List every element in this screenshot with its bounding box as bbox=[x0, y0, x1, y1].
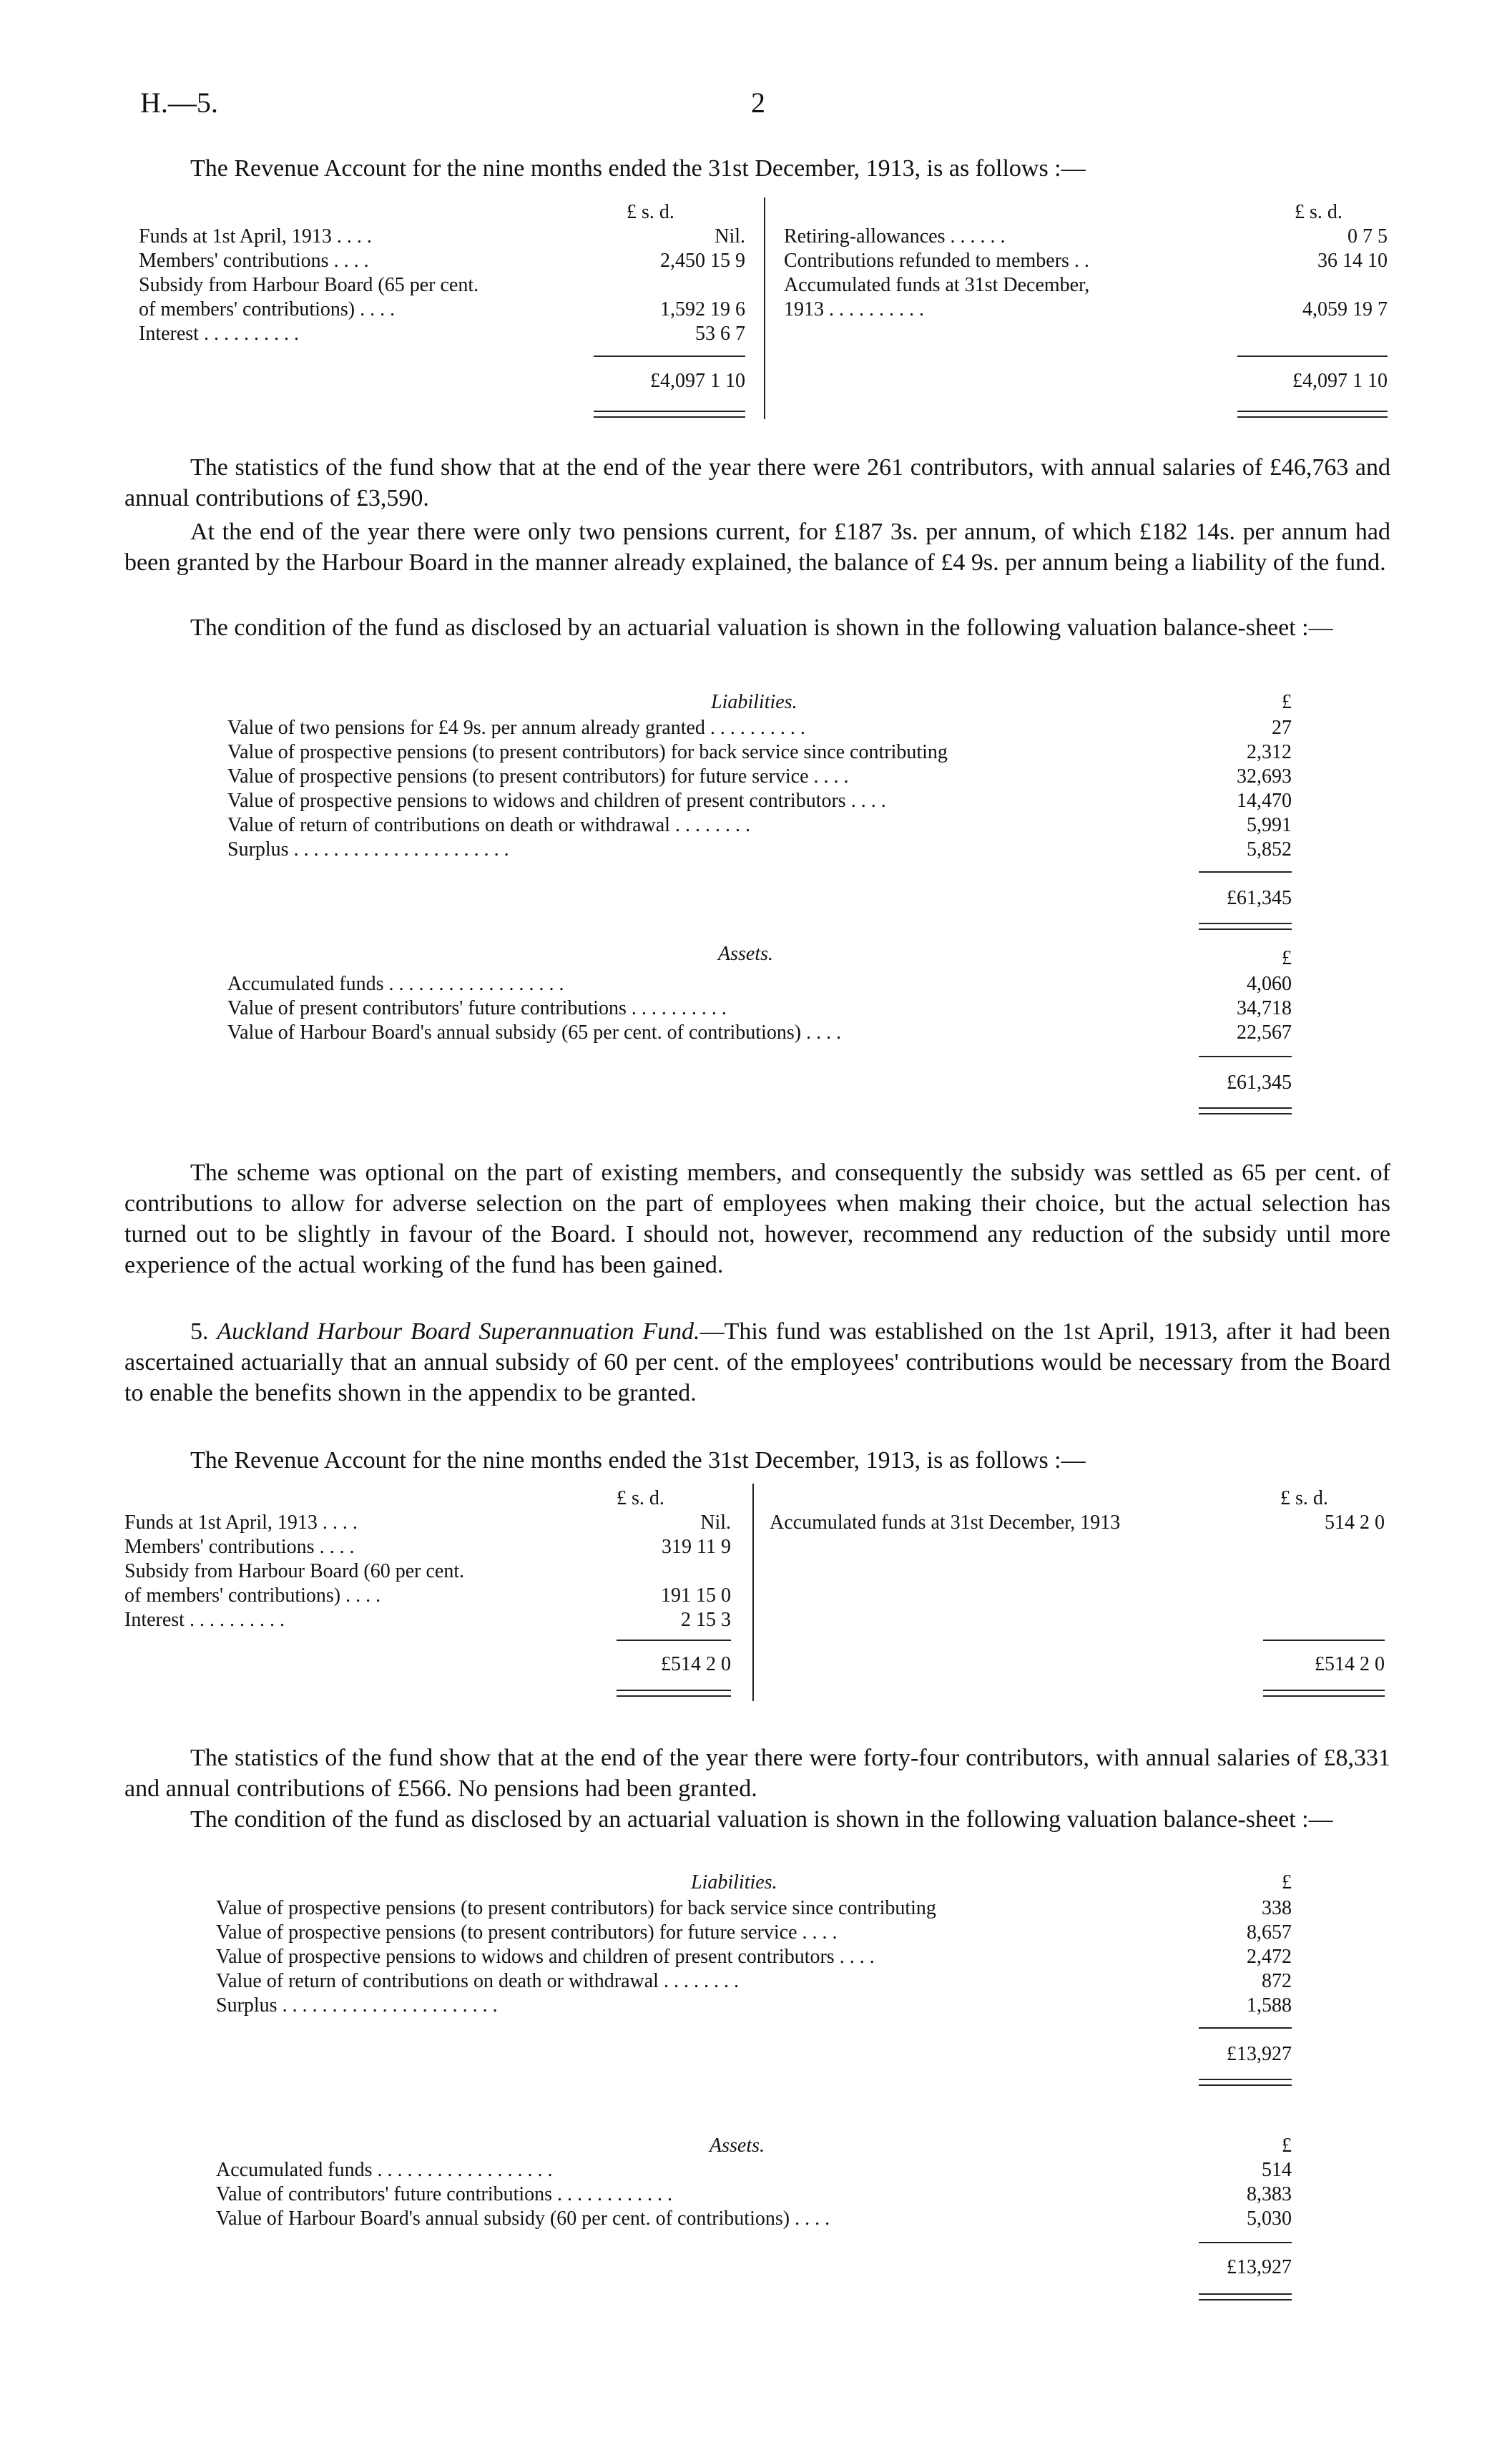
double-rule bbox=[617, 1690, 731, 1691]
liability-label: Value of prospective pensions (to present contributors) for future service . . . . bbox=[216, 1921, 838, 1944]
account-row-amount: 191 15 0 bbox=[661, 1584, 731, 1607]
double-rule bbox=[1199, 2293, 1292, 2295]
left-heading: £ s. d. bbox=[617, 1487, 664, 1509]
account-row-label: Retiring-allowances . . . . . . bbox=[784, 225, 1006, 248]
account-row-label: Members' contributions . . . . bbox=[124, 1536, 355, 1558]
account-row-amount: 2,450 15 9 bbox=[660, 250, 745, 272]
account-row-amount: 4,059 19 7 bbox=[1302, 298, 1388, 320]
asset-label: Value of contributors' future contributions . . . . . . . . . . . . bbox=[216, 2183, 673, 2205]
subtotal-rule bbox=[1199, 1056, 1292, 1057]
right-heading: £ s. d. bbox=[1295, 201, 1342, 223]
account-row-label: Subsidy from Harbour Board (65 per cent. bbox=[139, 274, 479, 296]
liability-amount: 27 bbox=[1272, 717, 1292, 739]
liability-label: Value of prospective pensions (to present contributors) for back service since contributing bbox=[227, 741, 948, 763]
asset-amount: 4,060 bbox=[1247, 973, 1292, 995]
asset-amount: 34,718 bbox=[1237, 997, 1292, 1019]
asset-label: Accumulated funds . . . . . . . . . . . . . . . . . . bbox=[216, 2159, 553, 2181]
account-row-label: of members' contributions) . . . . bbox=[139, 298, 396, 320]
account-row-amount: 0 7 5 bbox=[1347, 225, 1388, 248]
paragraph-condition-1: The condition of the fund as disclosed by an actuarial valuation is shown in the following valuation balance-sheet :— bbox=[190, 614, 1333, 641]
account-row-label: Contributions refunded to members . . bbox=[784, 250, 1089, 272]
subtotal-rule bbox=[1199, 2027, 1292, 2029]
right-heading: £ s. d. bbox=[1280, 1487, 1328, 1509]
pound-unit: £ bbox=[1282, 2135, 1292, 2157]
pound-unit: £ bbox=[1282, 947, 1292, 969]
double-rule bbox=[1263, 1690, 1385, 1691]
liability-label: Surplus . . . . . . . . . . . . . . . . . . . . . . bbox=[227, 838, 509, 861]
pound-unit: £ bbox=[1282, 1871, 1292, 1893]
liabilities-total: £13,927 bbox=[1227, 2043, 1292, 2065]
asset-amount: 22,567 bbox=[1237, 1021, 1292, 1044]
liability-label: Value of prospective pensions to widows and children of present contributors . . . . bbox=[227, 790, 886, 812]
subtotal-rule bbox=[1199, 871, 1292, 873]
account-row-label: Subsidy from Harbour Board (60 per cent. bbox=[124, 1560, 465, 1582]
double-rule bbox=[1199, 1107, 1292, 1109]
subtotal-rule bbox=[1237, 356, 1388, 357]
account-row-label: Members' contributions . . . . bbox=[139, 250, 369, 272]
liability-label: Value of prospective pensions (to present contributors) for back service since contributing bbox=[216, 1897, 936, 1919]
paragraph-auckland-fund: 5. Auckland Harbour Board Superannuation Fund.—This fund was established on the 1st April, 1913, after it had been ascertained actuarially that an annual subsidy of 60 per cent. of the employees' contributions would be necessary from the Board to enable the benefits shown in the appendix to be granted. bbox=[124, 1318, 1391, 1406]
assets-title: Assets. bbox=[710, 2135, 765, 2157]
left-total: £4,097 1 10 bbox=[650, 370, 745, 392]
double-rule bbox=[1199, 928, 1292, 930]
account-row-label: Funds at 1st April, 1913 . . . . bbox=[139, 225, 372, 248]
liability-label: Value of two pensions for £4 9s. per annum already granted . . . . . . . . . . bbox=[227, 717, 805, 739]
double-rule bbox=[1199, 923, 1292, 924]
double-rule bbox=[594, 416, 745, 418]
subtotal-rule bbox=[1263, 1640, 1385, 1641]
asset-label: Value of Harbour Board's annual subsidy (60 per cent. of contributions) . . . . bbox=[216, 2208, 830, 2230]
subtotal-rule bbox=[594, 356, 745, 357]
paragraph-condition-2: The condition of the fund as disclosed by an actuarial valuation is shown in the following valuation balance-sheet :— bbox=[190, 1806, 1333, 1833]
assets-title: Assets. bbox=[718, 943, 773, 965]
account-row-amount: Nil. bbox=[700, 1511, 731, 1534]
right-total: £514 2 0 bbox=[1315, 1653, 1385, 1675]
account-row-amount: 2 15 3 bbox=[681, 1609, 731, 1631]
liability-label: Value of prospective pensions to widows and children of present contributors . . . . bbox=[216, 1946, 875, 1968]
liability-amount: 872 bbox=[1262, 1970, 1292, 1992]
double-rule bbox=[594, 411, 745, 412]
document-reference: H.—5. bbox=[140, 87, 218, 119]
account-row-label: of members' contributions) . . . . bbox=[124, 1584, 381, 1607]
double-rule bbox=[1199, 2084, 1292, 2086]
account-row-amount: Nil. bbox=[715, 225, 745, 248]
left-total: £514 2 0 bbox=[661, 1653, 731, 1675]
liabilities-title: Liabilities. bbox=[711, 691, 797, 713]
liability-amount: 8,657 bbox=[1247, 1921, 1292, 1944]
account-row-amount: 53 6 7 bbox=[695, 323, 745, 345]
page-number: 2 bbox=[751, 87, 765, 119]
double-rule bbox=[1237, 411, 1388, 412]
liability-amount: 5,852 bbox=[1247, 838, 1292, 861]
double-rule bbox=[1263, 1695, 1385, 1697]
pound-unit: £ bbox=[1282, 691, 1292, 713]
liability-amount: 1,588 bbox=[1247, 1994, 1292, 2017]
fund-title: Auckland Harbour Board Superannuation Fund. bbox=[217, 1318, 700, 1345]
asset-label: Value of present contributors' future contributions . . . . . . . . . . bbox=[227, 997, 727, 1019]
column-divider bbox=[764, 197, 765, 419]
liability-label: Value of return of contributions on death or withdrawal . . . . . . . . bbox=[227, 814, 750, 836]
paragraph-pensions-current: At the end of the year there were only two pensions current, for £187 3s. per annum, of which £182 14s. per annum had been granted by the Harbour Board in the manner already explained, the balance of £4 9s. per annum being a liability of the fund. bbox=[124, 519, 1390, 576]
double-rule bbox=[1237, 416, 1388, 418]
liability-amount: 32,693 bbox=[1237, 765, 1292, 788]
right-total: £4,097 1 10 bbox=[1292, 370, 1388, 392]
liability-label: Value of prospective pensions (to present contributors) for future service . . . . bbox=[227, 765, 849, 788]
left-heading: £ s. d. bbox=[627, 201, 674, 223]
double-rule bbox=[617, 1695, 731, 1697]
asset-amount: 8,383 bbox=[1247, 2183, 1292, 2205]
revenue-intro-1: The Revenue Account for the nine months ended the 31st December, 1913, is as follows :— bbox=[190, 155, 1086, 182]
account-row-label: Accumulated funds at 31st December, bbox=[784, 274, 1090, 296]
asset-amount: 514 bbox=[1262, 2159, 1292, 2181]
account-row-label: Interest . . . . . . . . . . bbox=[139, 323, 299, 345]
liability-amount: 14,470 bbox=[1237, 790, 1292, 812]
assets-total: £61,345 bbox=[1227, 1072, 1292, 1094]
liability-amount: 338 bbox=[1262, 1897, 1292, 1919]
liability-amount: 2,472 bbox=[1247, 1946, 1292, 1968]
liability-label: Value of return of contributions on death or withdrawal . . . . . . . . bbox=[216, 1970, 739, 1992]
asset-label: Accumulated funds . . . . . . . . . . . . . . . . . . bbox=[227, 973, 564, 995]
double-rule bbox=[1199, 2299, 1292, 2300]
double-rule bbox=[1199, 2079, 1292, 2080]
liabilities-title: Liabilities. bbox=[691, 1871, 777, 1893]
double-rule bbox=[1199, 1113, 1292, 1114]
subtotal-rule bbox=[1199, 2242, 1292, 2243]
account-row-amount: 36 14 10 bbox=[1317, 250, 1388, 272]
liabilities-total: £61,345 bbox=[1227, 887, 1292, 909]
asset-amount: 5,030 bbox=[1247, 2208, 1292, 2230]
assets-total: £13,927 bbox=[1227, 2256, 1292, 2278]
account-row-amount: 514 2 0 bbox=[1325, 1511, 1385, 1534]
subtotal-rule bbox=[617, 1640, 731, 1641]
paragraph-scheme-optional: The scheme was optional on the part of existing members, and consequently the subsidy was settled as 65 per cent. of contributions to allow for adverse selection on the part of employees when making their choice, but the actual selection has turned out to be slightly in favour of the Board. I should not, however, recommend any reduction of the subsidy until more experience of the actual working of the fund has been gained. bbox=[124, 1160, 1390, 1278]
account-row-label: Funds at 1st April, 1913 . . . . bbox=[124, 1511, 358, 1534]
account-row-amount: 319 11 9 bbox=[662, 1536, 731, 1558]
liability-amount: 5,991 bbox=[1247, 814, 1292, 836]
liability-amount: 2,312 bbox=[1247, 741, 1292, 763]
column-divider bbox=[752, 1484, 754, 1701]
paragraph-statistics-1: The statistics of the fund show that at the end of the year there were 261 contributors, with annual salaries of £46,763 and annual contributions of £3,590. bbox=[124, 454, 1390, 511]
revenue-intro-2: The Revenue Account for the nine months ended the 31st December, 1913, is as follows :— bbox=[190, 1447, 1086, 1474]
account-row-label: Interest . . . . . . . . . . bbox=[124, 1609, 285, 1631]
account-row-label: Accumulated funds at 31st December, 1913 bbox=[770, 1511, 1121, 1534]
paragraph-statistics-2: The statistics of the fund show that at the end of the year there were forty-four contributors, with annual salaries of £8,331 and annual contributions of £566. No pensions had been granted. bbox=[124, 1745, 1390, 1802]
liability-label: Surplus . . . . . . . . . . . . . . . . . . . . . . bbox=[216, 1994, 498, 2017]
account-row-amount: 1,592 19 6 bbox=[660, 298, 745, 320]
account-row-label: 1913 . . . . . . . . . . bbox=[784, 298, 924, 320]
asset-label: Value of Harbour Board's annual subsidy (65 per cent. of contributions) . . . . bbox=[227, 1021, 842, 1044]
